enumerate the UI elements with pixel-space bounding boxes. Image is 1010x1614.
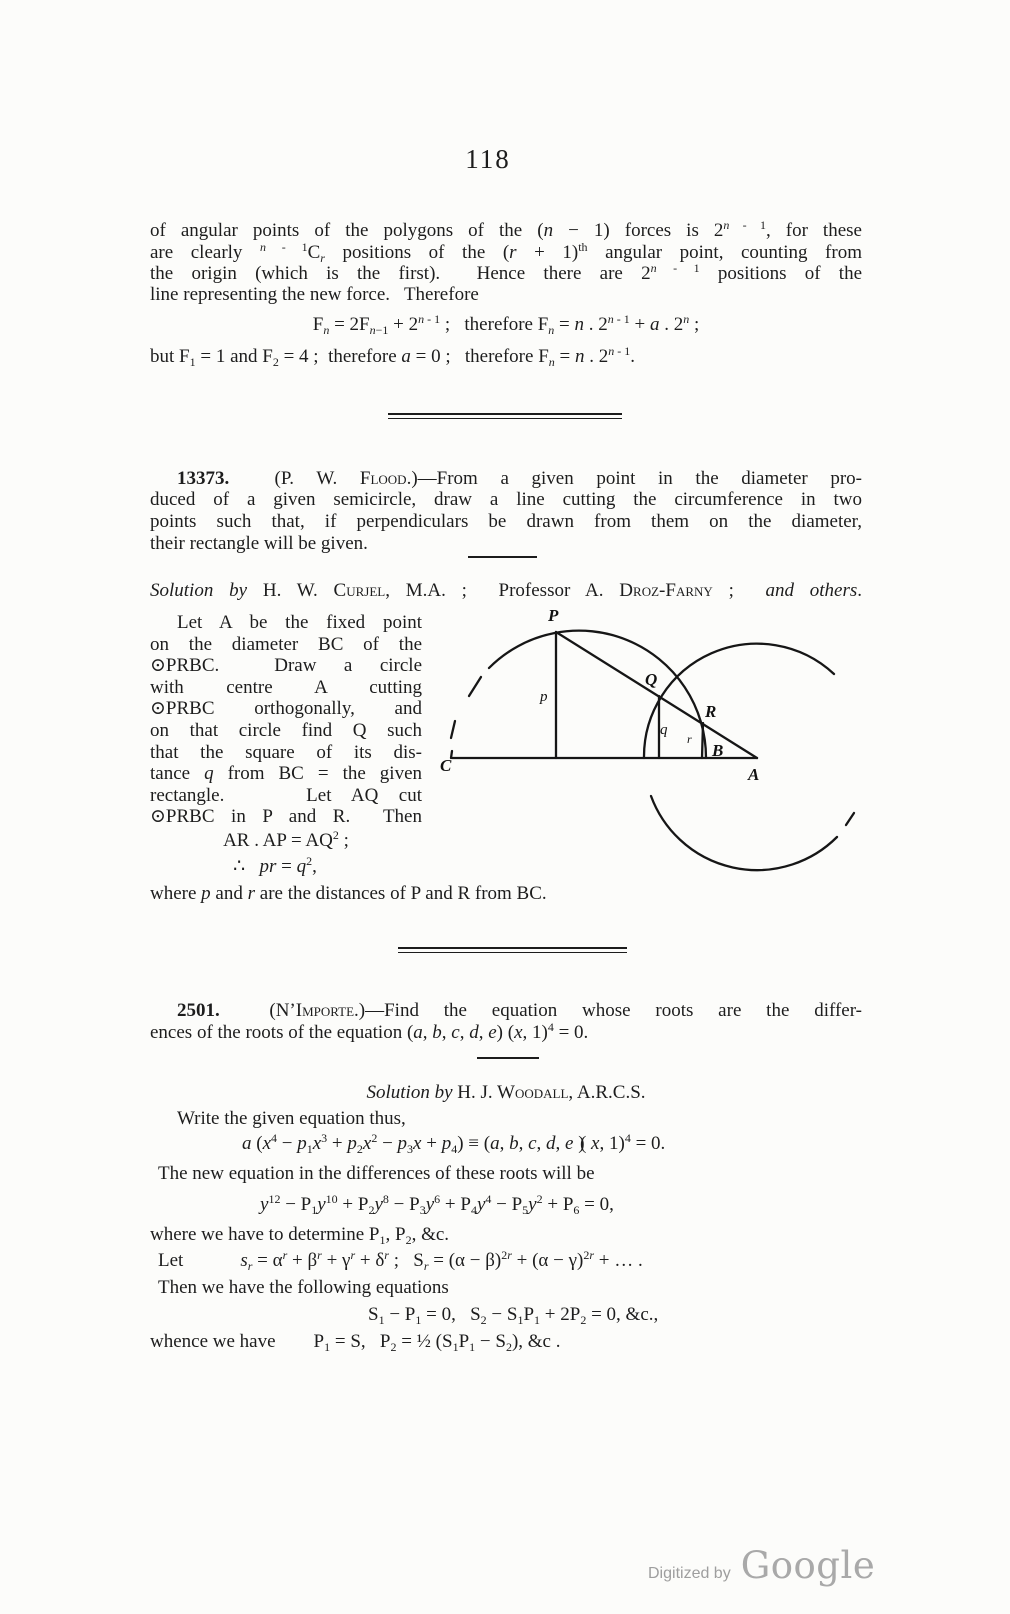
- semicircle-PRBC: [489, 631, 706, 758]
- point-label-A: A: [748, 765, 760, 784]
- solution-text-line: tance q from BC = the given: [150, 763, 422, 784]
- solution-text-line: where we have to determine $P_1$, $P_2$, &c.: [150, 1224, 450, 1247]
- display-equation: a $(x^4 - p_1x^3 + p_2x^2 - p_3x + p_4) \equiv (a$, b, c, d, e )( x, 1)$^4$ = 0.: [242, 1131, 666, 1156]
- section-divider-double-rule: [388, 413, 622, 419]
- paragraph-line: but $F_1 = 1$ and $F_2 = 4$ ; therefore a = 0 ; therefore $F_n = n$ . 2$^{n - 1}$.: [150, 344, 635, 369]
- segment-label-r: r: [687, 732, 692, 746]
- solution-text-line: ⊙PRBC orthogonally, and: [150, 698, 422, 719]
- orthogonal-circle-top-arc: [644, 644, 834, 758]
- page-number: 118: [465, 144, 511, 174]
- solution-text-line: The new equation in the differences of these roots will be: [158, 1163, 595, 1184]
- solution-byline: Solution by H. J. Woodall, A.R.C.S.: [366, 1082, 646, 1103]
- semicircle-dash: [469, 677, 481, 696]
- semicircle-dash: [451, 721, 455, 738]
- inline-equation: ∴ pr = $q^2$,: [233, 854, 317, 877]
- solution-text-line: on the diameter BC of the: [150, 634, 422, 655]
- digitization-watermark: [648, 1544, 875, 1587]
- problem-2501-line: 2501. (N’Importe.)—Find the equation whose roots are the differ-: [177, 1000, 863, 1021]
- paragraph-line: the origin (which is the first). Hence there are 2$^{n - 1}$ positions of the: [150, 261, 862, 284]
- solution-text-line: on that circle find Q such: [150, 720, 422, 741]
- paragraph-line: line representing the new force. Therefore: [150, 284, 479, 305]
- solution-text-line: where p and r are the distances of P and R from BC.: [150, 883, 547, 904]
- point-label-Q: Q: [645, 670, 658, 689]
- point-label-C: C: [440, 756, 452, 775]
- problem-13373-line: duced of a given semicircle, draw a line cutting the circumference in two: [150, 489, 862, 510]
- geometry-figure: [425, 595, 875, 885]
- solution-text-line: rectangle. Let AQ cut: [150, 785, 422, 806]
- display-equation: $S_1 - P_1 = 0$, $S_2 - S_1P_1 + 2P_2 = 0$, &c.,: [368, 1304, 659, 1327]
- statement-divider-rule: [477, 1057, 539, 1059]
- inline-equation: AR . AP = $AQ^2$ ;: [223, 828, 349, 851]
- paragraph-line: are clearly $^{n - 1}C_r$ positions of the $(r + 1)^{th}$ angular point, counting from: [150, 240, 862, 265]
- solution-text-line: Let A be the fixed point: [177, 612, 422, 633]
- solution-text-line: Then we have the following equations: [158, 1277, 449, 1298]
- solution-byline: Solution by H. W. Curjel, M.A. ; Professor A. Droz-Farny ; and others.: [150, 580, 862, 601]
- secant-line-PA: [556, 632, 757, 758]
- watermark-text: Digitized by: [648, 1565, 731, 1582]
- segment-label-p: p: [540, 689, 548, 705]
- paragraph-line: of angular points of the polygons of the (n − 1) forces is 2$^{n - 1}$, for these: [150, 218, 862, 241]
- solution-text-line: Write the given equation thus,: [177, 1108, 406, 1129]
- point-label-B: B: [712, 741, 724, 760]
- point-label-P: P: [548, 606, 559, 625]
- display-equation: $y^{12} - P_1y^{10} + P_2y^8 - P_3y^6 + P_4y^4 - P_5y^2 + P_6 = 0$,: [260, 1192, 614, 1217]
- solution-text-line: with centre A cutting: [150, 677, 422, 698]
- display-equation: whence we have $P_1 = S$, $P_2$ = ½ $(S_1P_1 - S_2)$, &c .: [150, 1331, 561, 1354]
- solution-text-line: ⊙PRBC in P and R. Then: [150, 806, 422, 827]
- section-divider-double-rule: [398, 947, 627, 953]
- statement-divider-rule: [468, 556, 537, 558]
- problem-13373-line: points such that, if perpendiculars be drawn from them on the diameter,: [150, 511, 862, 532]
- problem-13373-line: their rectangle will be given.: [150, 533, 368, 554]
- perpendicular-r: [702, 723, 703, 758]
- solution-text-line: that the square of its dis-: [150, 742, 422, 763]
- problem-2501-line: ences of the roots of the equation (a, b, c, d, e) (x, 1)$^4$ = 0.: [150, 1020, 589, 1043]
- point-label-R: R: [705, 702, 717, 721]
- display-equation: $F_n = 2F_{n-1} + 2^{n - 1}$ ; therefore $F_n = n$ . $2^{n - 1} + a$ . 2$^n$ ;: [312, 312, 700, 337]
- solution-text-line: ⊙PRBC. Draw a circle: [150, 655, 422, 676]
- display-equation: Let $s_r = \alpha^r + \beta^r + \gamma^r + \delta^r$ ; $S_r = (\alpha - \beta)^{2r} + (\alpha - \gamma)^{2r}$ + … .: [158, 1248, 643, 1273]
- orthogonal-circle-dash: [846, 813, 854, 825]
- orthogonal-circle-bottom-arc: [651, 796, 837, 870]
- problem-13373-line: 13373. (P. W. Flood.)—From a given point in the diameter pro-: [177, 468, 862, 489]
- segment-label-q: q: [660, 722, 668, 738]
- google-logo: Google: [740, 1544, 876, 1587]
